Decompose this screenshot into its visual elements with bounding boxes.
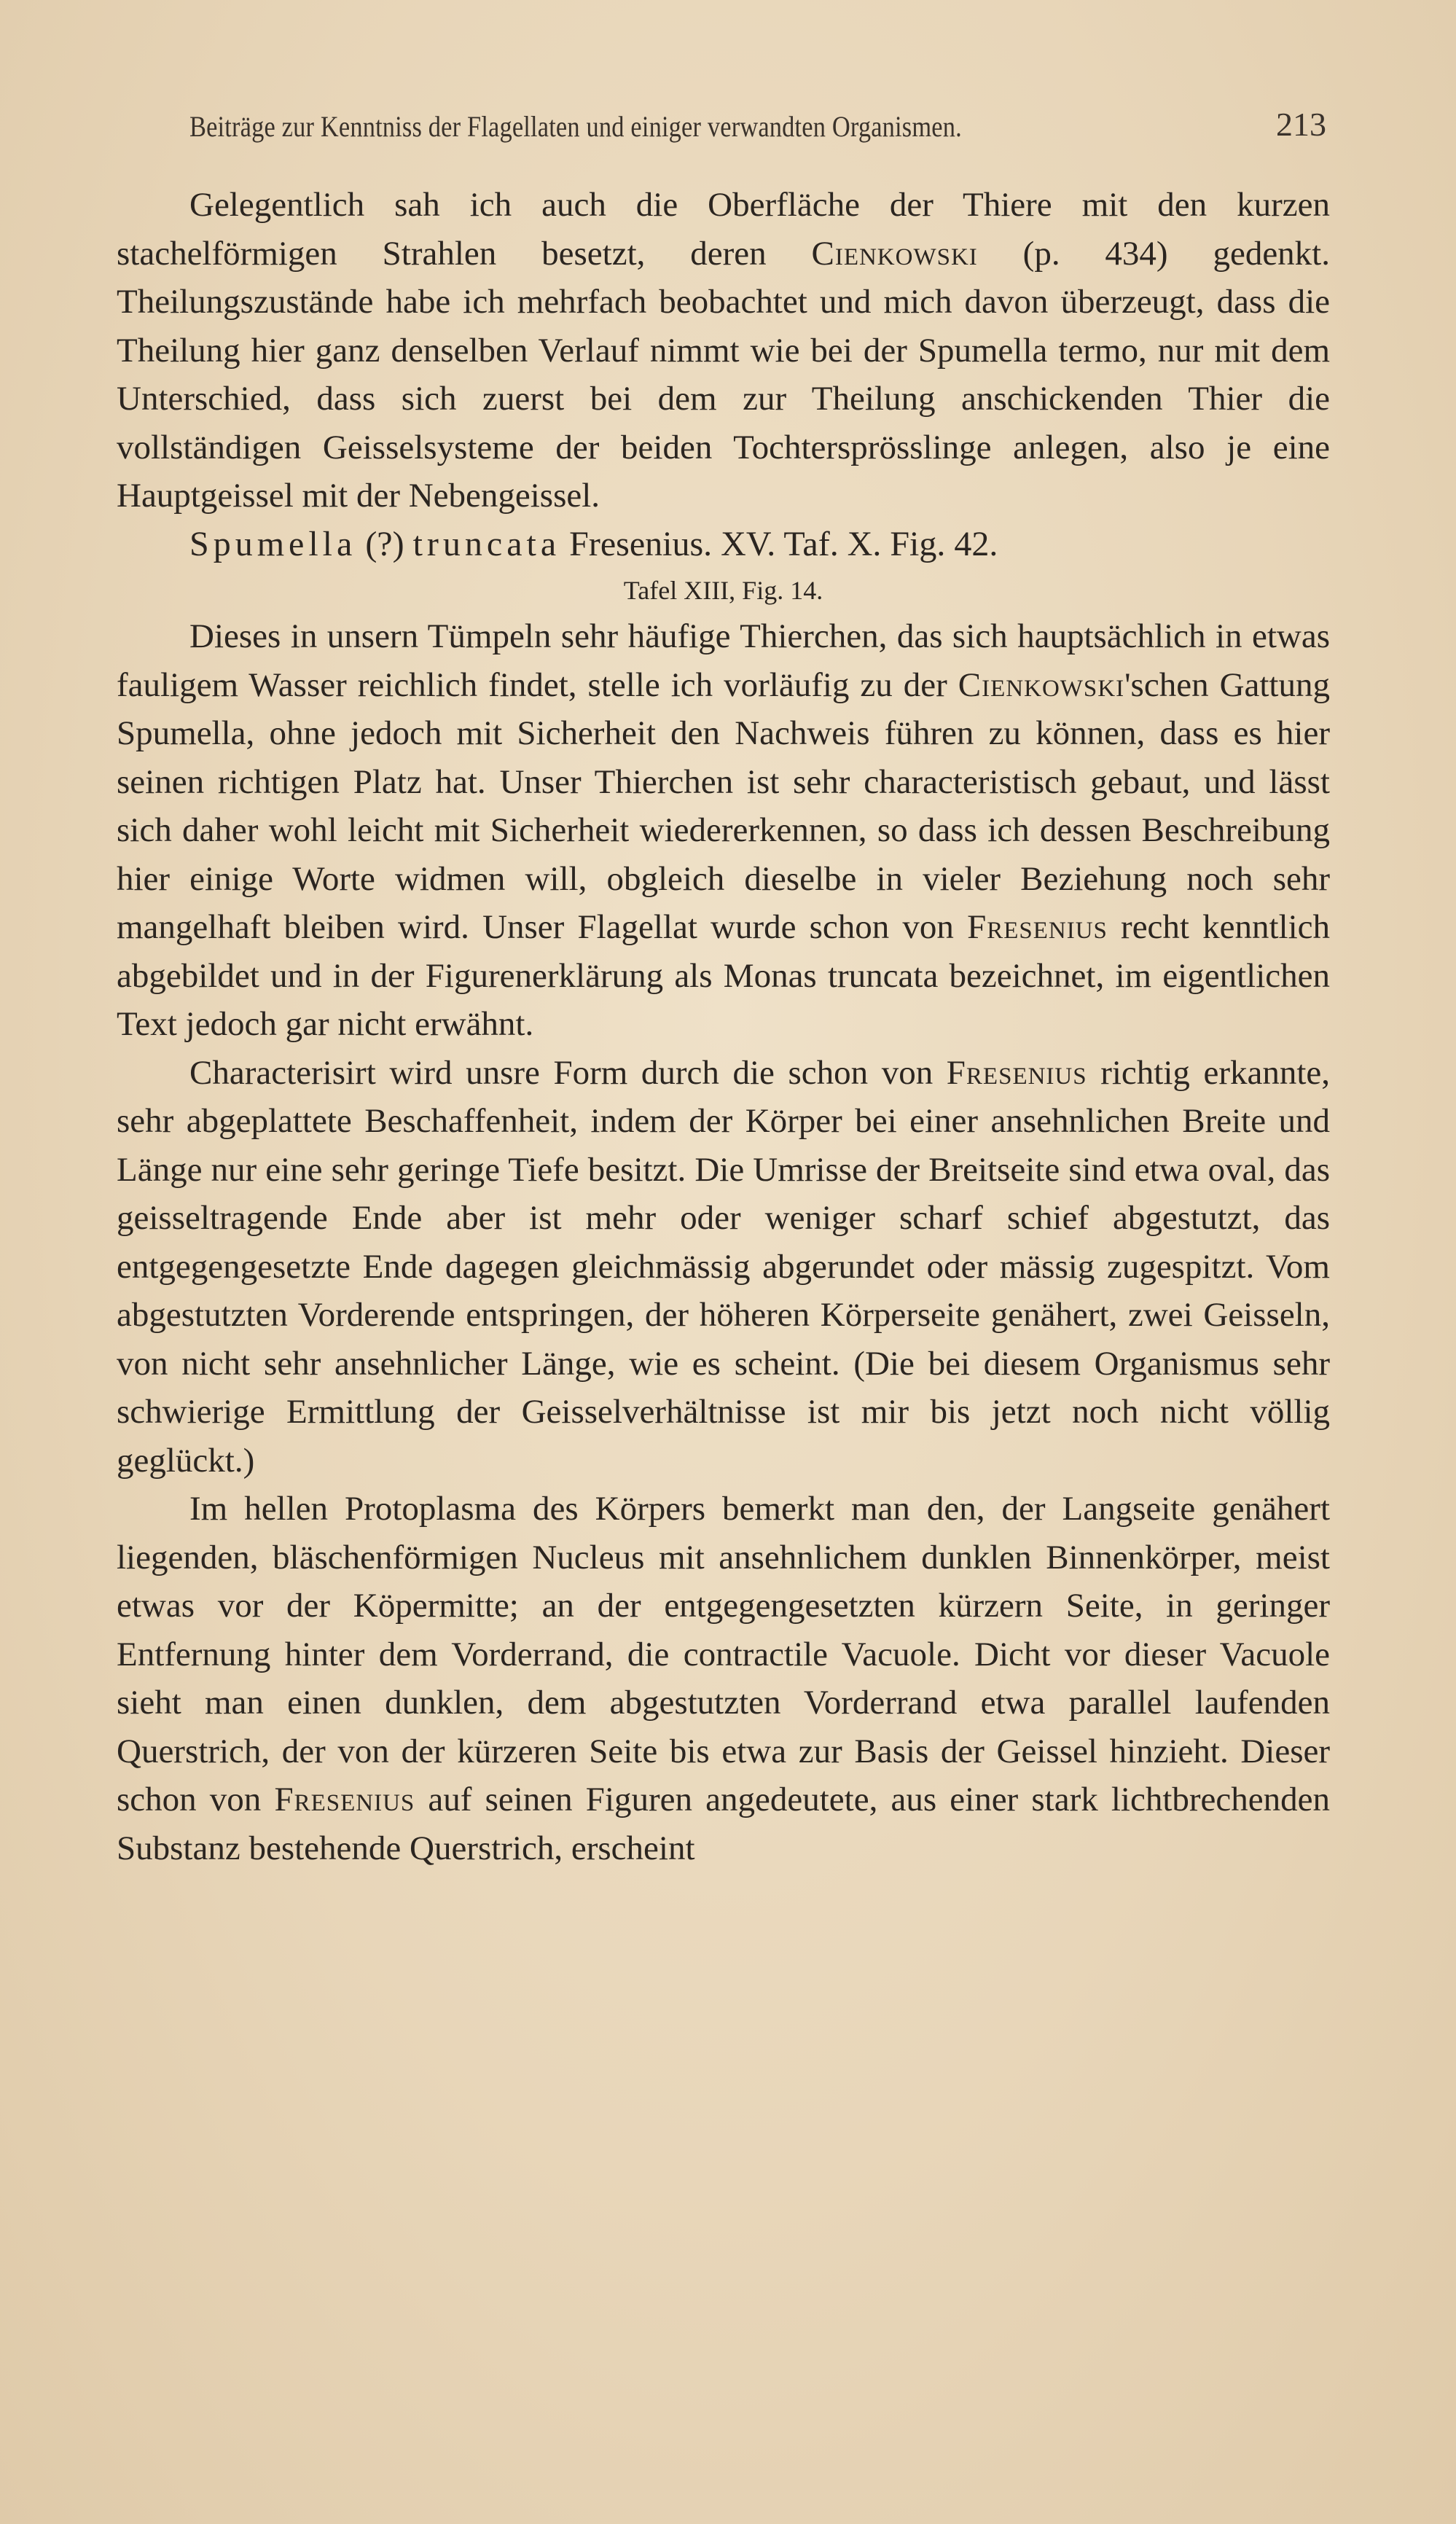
body-text	[117, 181, 1330, 1872]
text-segment: Characterisirt wird unsre Form durch die schon von	[189, 1053, 947, 1092]
author-name: Fresenius	[967, 908, 1108, 946]
text-segment: Dieses in unsern Tümpeln sehr häufige Thierchen, das sich hauptsächlich in etwas fauligem Wasser reichlich findet, stelle ich vorläufig zu der	[117, 617, 1330, 704]
running-title: Beiträge zur Kenntniss der Flagellaten und einiger verwandten Organismen.	[189, 110, 962, 143]
text-segment: Im hellen Protoplasma des Körpers bemerkt man den, der Langseite genähert liegenden, bläschenförmigen Nucleus mit ansehnlichem dunklen Binnenkörper, meist etwas vor der Köpermitte; an der entgegengesetzten kürzern Seite, in geringer Entfernung hinter dem Vorderrand, die contractile Vacuole. Dicht vor dieser Vacuole sieht man einen dunklen, dem abgestutzten Vorderrand etwa parallel laufenden Querstrich, der von der kürzeren Seite bis etwa zur Basis der Geissel hinzieht. Dieser schon von	[117, 1490, 1330, 1818]
page-header	[189, 106, 1326, 153]
text-segment: auf seinen Figuren angedeutete, aus einer stark lichtbrechenden Substanz bestehende Querstrich, erscheint	[117, 1781, 1330, 1867]
author-name: Cienkowski	[811, 234, 978, 273]
genus-name: Spumella	[189, 524, 357, 563]
plate-reference: Tafel XIII, Fig. 14.	[623, 576, 823, 605]
author-name: Cienkowski	[958, 665, 1125, 704]
author-name: Fresenius	[274, 1781, 415, 1818]
text-segment: richtig erkannte, sehr abgeplattete Beschaffenheit, indem der Körper bei einer ansehnlichen Breite und Länge nur eine sehr geringe Tiefe besitzt. Die Umrisse der Breitseite sind etwa oval, das geisseltragende Ende aber ist mehr oder weniger scharf schief abgestutzt, das entgegengesetzte Ende dagegen gleichmässig abgerundet oder mässig zugespitzt. Vom abgestutzten Vorderende entspringen, der höheren Körperseite genähert, zwei Geisseln, von nicht sehr ansehnlicher Länge, wie es scheint. (Die bei diesem Organismus sehr schwierige Ermittlung der Geisselverhältnisse ist mir bis jetzt noch nicht völlig geglückt.)	[117, 1053, 1330, 1480]
text-segment: recht kenntlich abgebildet und in der Figurenerklärung als Monas truncata bezeichnet, im eigentlichen Text jedoch gar nicht erwähnt.	[117, 908, 1331, 1043]
paragraph-1	[117, 181, 1330, 520]
paragraph-4	[117, 1485, 1330, 1872]
heading-query: (?)	[356, 524, 413, 563]
text-segment: Gelegentlich sah ich auch die Oberfläche der Thiere mit den kurzen stachelförmigen Strahlen besetzt, deren	[117, 186, 1330, 273]
text-segment: (p. 434) gedenkt. Theilungszustände habe ich mehrfach beobachtet und mich davon überzeugt, dass die Theilung hier ganz denselben Verlauf nimmt wie bei der Spumella termo, nur mit dem Unterschied, dass sich zuerst bei dem zur Theilung anschickenden Thier die vollständigen Geisselsysteme der beiden Tochtersprösslinge anlegen, also je eine Hauptgeissel mit der Nebengeissel.	[117, 234, 1330, 515]
paragraph-2	[117, 612, 1330, 1049]
species-heading	[117, 520, 1330, 569]
page-number: 213	[1276, 106, 1326, 143]
heading-reference: Fresenius. XV. Taf. X. Fig. 42.	[560, 524, 998, 563]
author-name: Fresenius	[946, 1053, 1087, 1092]
species-name: truncata	[412, 524, 561, 563]
paragraph-3	[117, 1049, 1330, 1485]
text-segment: 'schen Gattung Spumella, ohne jedoch mit Sicherheit den Nachweis führen zu können, dass es hier seinen richtigen Platz hat. Unser Thierchen ist sehr characteristisch gebaut, und lässt sich daher wohl leicht mit Sicherheit wiedererkennen, so dass ich dessen Beschreibung hier einige Worte widmen will, obgleich dieselbe in vieler Beziehung noch sehr mangelhaft bleiben wird. Unser Flagellat wurde schon von	[117, 665, 1330, 946]
